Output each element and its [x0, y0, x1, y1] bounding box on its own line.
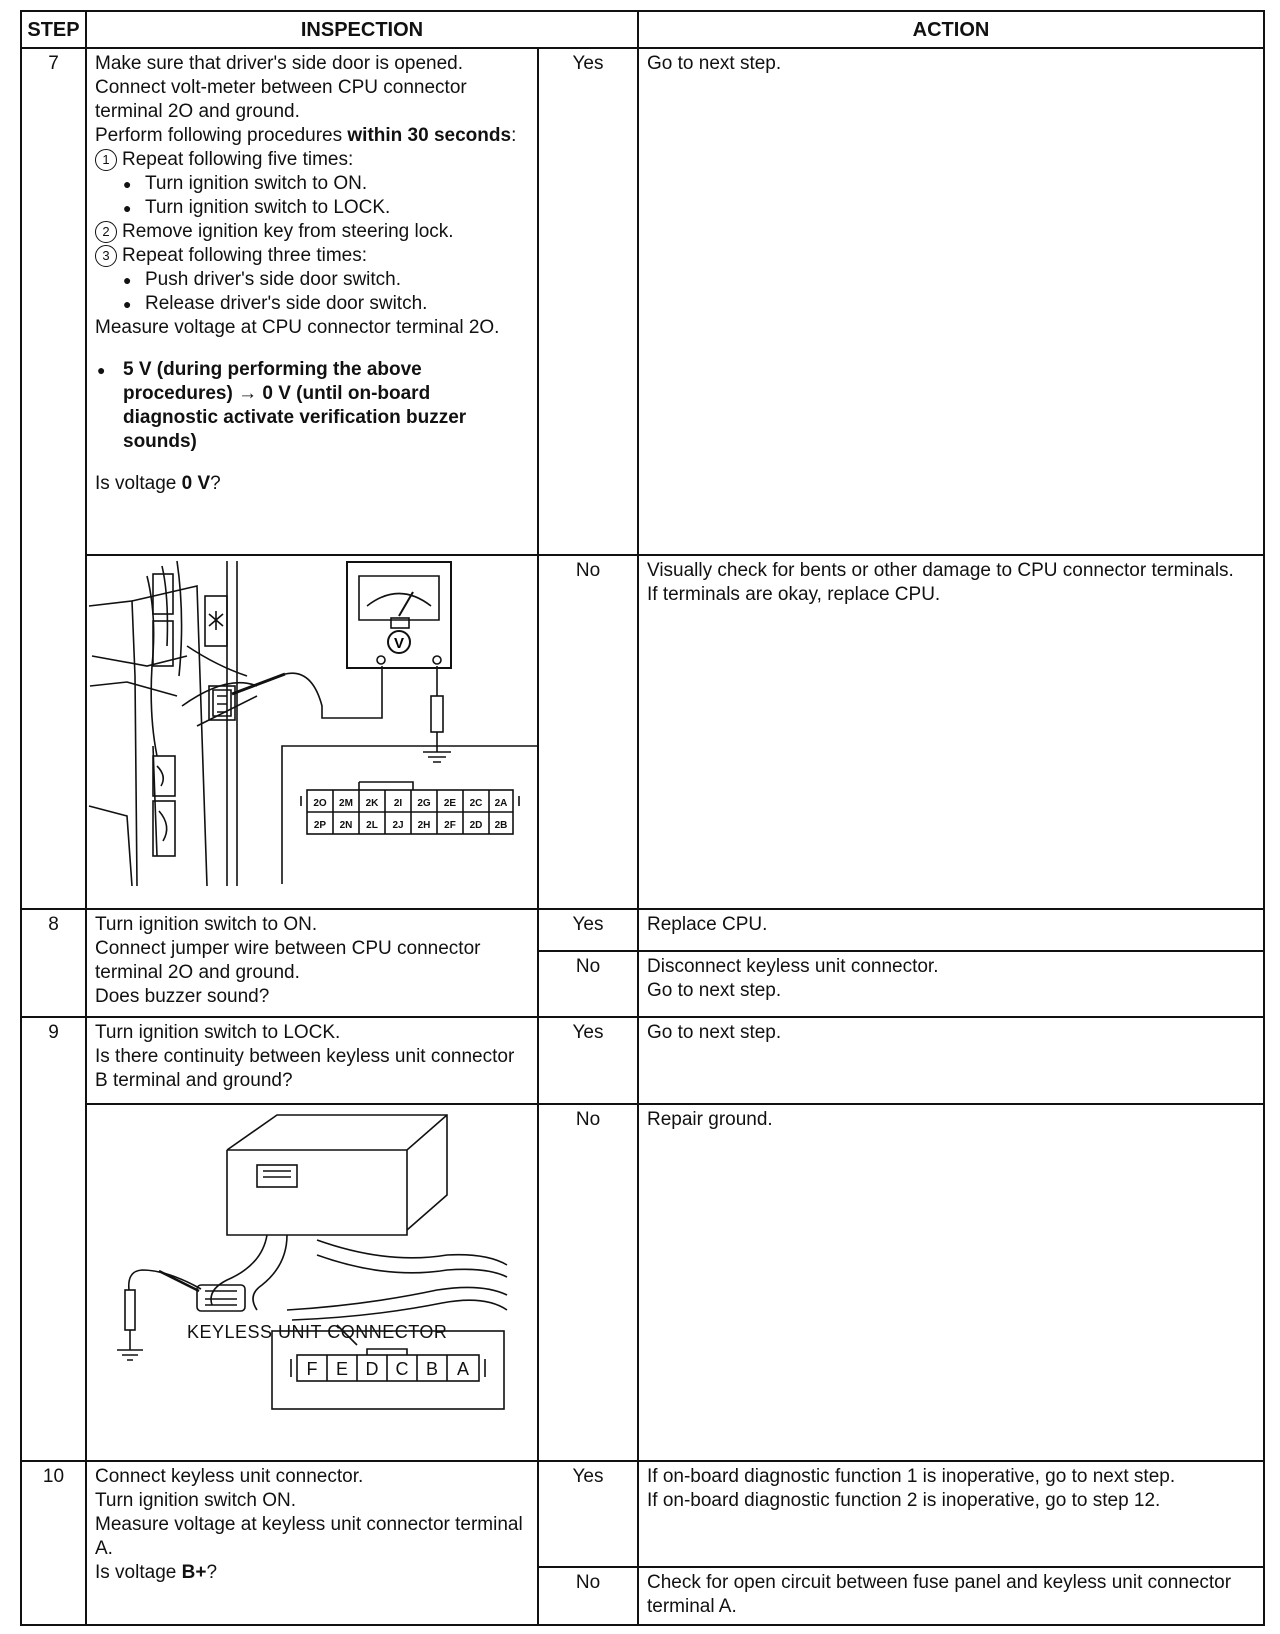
terminal-label: 2J: [392, 820, 404, 832]
action-line: Visually check for bents or other damage to CPU connector terminals.: [647, 560, 1234, 582]
sub-item: ● Push driver's side door switch.: [123, 268, 529, 292]
step-7-spec: ● 5 V (during performing the above procedures) → 0 V (until on-board diagnostic activate verification buzzer sounds): [95, 358, 529, 454]
terminal-label: 2I: [393, 798, 403, 810]
step-7-action-no: [638, 555, 1264, 909]
action-line: Go to next step.: [647, 979, 782, 1001]
sub-item: ● Turn ignition switch to LOCK.: [123, 196, 529, 220]
action-line: Disconnect keyless unit connector.: [647, 955, 939, 977]
inspection-line: Is there continuity between keyless unit connector B terminal and ground?: [95, 1046, 515, 1092]
step-10-number: 10: [21, 1461, 86, 1625]
question-text: Is voltage: [95, 1561, 177, 1583]
question-mark: ?: [210, 473, 221, 495]
action-line: If terminals are okay, replace CPU.: [647, 584, 941, 606]
terminal-label: 2H: [417, 820, 431, 832]
step-9-figure-cell: [86, 1104, 538, 1461]
step-7-row: [21, 48, 1264, 555]
troubleshooting-table: [20, 10, 1265, 1626]
terminal-label: 2O: [313, 798, 327, 810]
sub-item: ● Turn ignition switch to ON.: [123, 172, 529, 196]
terminal-label: 2A: [494, 798, 508, 810]
step-7-yes: Yes: [538, 48, 638, 555]
connector-terminal: B: [425, 1358, 439, 1379]
procedure-item: [95, 220, 529, 244]
action-line: If on-board diagnostic function 2 is inoperative, go to step 12.: [647, 1489, 1161, 1511]
terminal-label: 2K: [365, 798, 379, 810]
terminal-label: 2F: [444, 820, 456, 832]
terminal-label: 2G: [417, 798, 431, 810]
step-8-number: 8: [21, 909, 86, 1017]
step-7-number: 7: [21, 48, 86, 909]
inspection-line: Turn ignition switch to LOCK.: [95, 1022, 341, 1044]
step-10-action-no: Check for open circuit between fuse panel and keyless unit connector terminal A.: [638, 1567, 1264, 1625]
inspection-line: Measure voltage at keyless unit connector terminal A.: [95, 1513, 523, 1559]
procedure-item: [95, 148, 529, 220]
step-7-intro-3: Perform following procedures within 30 seconds:: [95, 125, 517, 147]
action-line: If on-board diagnostic function 1 is inoperative, go to next step.: [647, 1465, 1176, 1487]
header-inspection: INSPECTION: [86, 11, 638, 48]
step-7-action-yes: Go to next step.: [638, 48, 1264, 555]
question-text: Is voltage: [95, 473, 177, 495]
keyless-connector-label: KEYLESS UNIT CONNECTOR: [187, 1321, 448, 1342]
step-7-inspection: [86, 48, 538, 555]
connector-terminal: C: [395, 1358, 409, 1379]
step-9-number: 9: [21, 1017, 86, 1460]
question-value: B+: [181, 1561, 207, 1583]
step-9-action-yes: Go to next step.: [638, 1017, 1264, 1103]
terminal-label: 2E: [443, 798, 457, 810]
terminal-label: 2N: [339, 820, 353, 832]
procedure-item: [95, 244, 529, 316]
connector-terminal: D: [365, 1358, 379, 1379]
step-9-yes: Yes: [538, 1017, 638, 1103]
procedure-text: Repeat following five times:: [122, 149, 354, 171]
connector-terminal: E: [335, 1358, 349, 1379]
meter-symbol: V: [393, 635, 405, 653]
terminal-label: 2C: [469, 798, 483, 810]
question-value: 0 V: [181, 473, 211, 495]
step-10-action-yes: [638, 1461, 1264, 1567]
step-10-no: No: [538, 1567, 638, 1625]
step-10-yes: Yes: [538, 1461, 638, 1567]
terminal-label: 2B: [494, 820, 508, 832]
step-7-time-limit: within 30 seconds: [347, 125, 512, 147]
step-9-inspection: [86, 1017, 538, 1103]
step-7-no: No: [538, 555, 638, 909]
step-9-row-2: [21, 1104, 1264, 1461]
circled-number: 3: [95, 245, 117, 267]
procedure-text: Remove ignition key from steering lock.: [122, 221, 454, 243]
step-8-inspection: [86, 909, 538, 1017]
step-9-row: [21, 1017, 1264, 1103]
procedure-text: Repeat following three times:: [122, 245, 368, 267]
step-7-procedure-list: [95, 148, 529, 316]
step-10-row: [21, 1461, 1264, 1567]
inspection-line: Does buzzer sound?: [95, 986, 270, 1008]
step-10-inspection: [86, 1461, 538, 1625]
keyless-unit-diagram: [87, 1105, 539, 1446]
terminal-label: 2M: [339, 798, 353, 810]
step-8-no: No: [538, 951, 638, 1018]
step-7-intro-1: Make sure that driver's side door is opened.: [95, 53, 463, 75]
sub-list: [95, 172, 529, 220]
step-8-row: [21, 909, 1264, 951]
step-8-action-no: [638, 951, 1264, 1018]
terminal-label: 2L: [366, 820, 378, 832]
step-9-action-no: Repair ground.: [638, 1104, 1264, 1461]
connector-terminal: A: [456, 1358, 470, 1379]
header-row: [21, 11, 1264, 48]
sub-list: [95, 268, 529, 316]
question-mark: ?: [206, 1561, 218, 1583]
inspection-line: Connect keyless unit connector.: [95, 1465, 364, 1487]
step-7-question: [95, 472, 529, 496]
inspection-line: Connect jumper wire between CPU connector terminal 2O and ground.: [95, 938, 481, 984]
header-action: ACTION: [638, 11, 1264, 48]
step-8-yes: Yes: [538, 909, 638, 951]
terminal-label: 2D: [469, 820, 483, 832]
step-7-intro-2: Connect volt-meter between CPU connector terminal 2O and ground.: [95, 77, 467, 123]
step-10-question: [95, 1561, 529, 1585]
header-step: STEP: [21, 11, 86, 48]
step-7-measure: Measure voltage at CPU connector terminal 2O.: [95, 317, 500, 339]
inspection-line: Turn ignition switch to ON.: [95, 914, 318, 936]
step-9-no: No: [538, 1104, 638, 1461]
inspection-line: Turn ignition switch ON.: [95, 1489, 296, 1511]
step-7-row-2: [21, 555, 1264, 909]
terminal-label: 2P: [313, 820, 327, 832]
voltmeter-diagram: [87, 556, 539, 894]
sub-item: ● Release driver's side door switch.: [123, 292, 529, 316]
connector-terminal: F: [306, 1358, 318, 1379]
circled-number: 2: [95, 221, 117, 243]
step-7-perform-text: Perform following procedures: [95, 125, 343, 147]
circled-number: 1: [95, 149, 117, 171]
step-7-figure-cell: [86, 555, 538, 909]
step-8-action-yes: Replace CPU.: [638, 909, 1264, 951]
